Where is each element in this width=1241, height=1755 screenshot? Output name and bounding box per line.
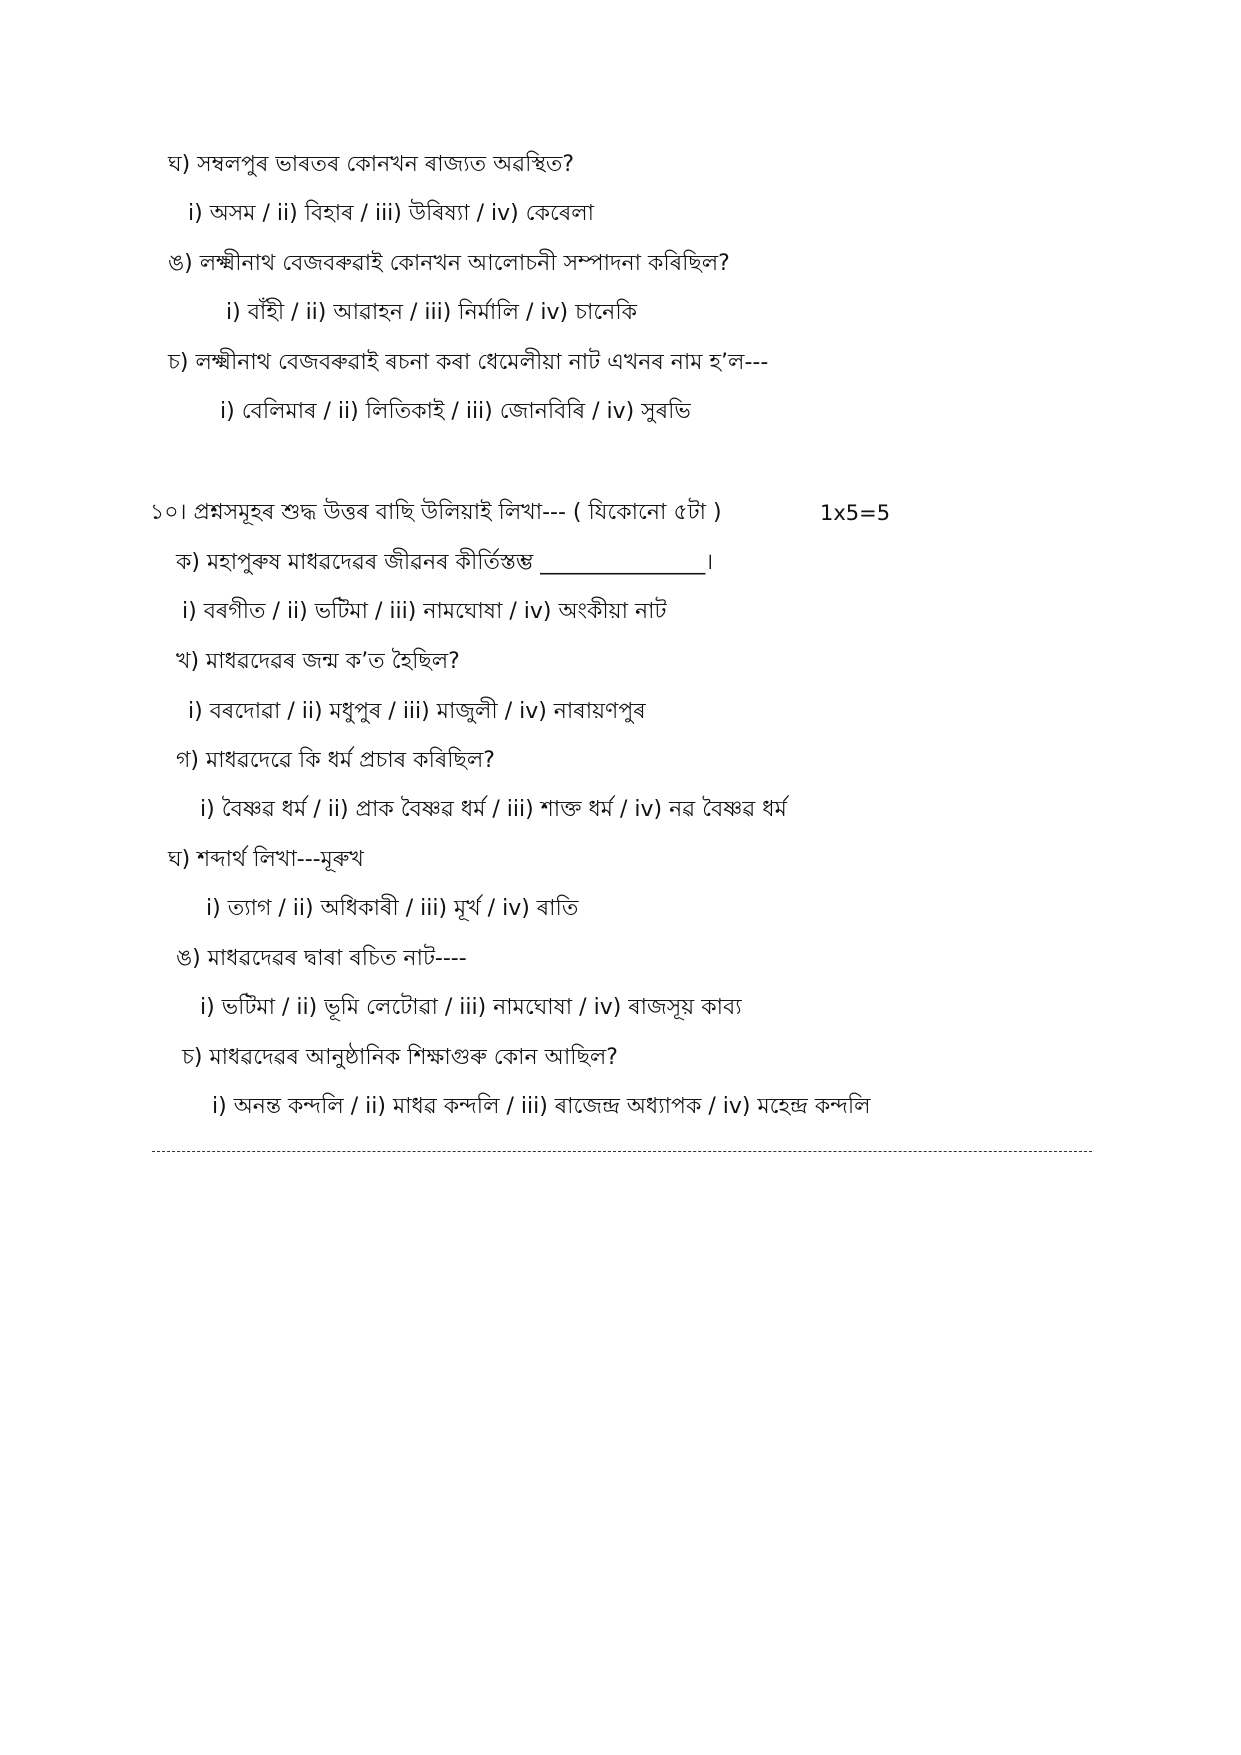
question-ga: গ) মাধৱদেৱে কি ধৰ্ম প্ৰচাৰ কৰিছিল? bbox=[176, 748, 495, 773]
end-divider bbox=[152, 1151, 1092, 1152]
question-uma: ঙ) মাধৱদেৱৰ দ্বাৰা ৰচিত নাট---- bbox=[176, 946, 467, 971]
options-uma-prev: i) বাঁহী / ii) আৱাহন / iii) নিৰ্মালি / iv) চানেকি bbox=[226, 300, 638, 325]
section-10-heading: ১০। প্ৰশ্নসমূহৰ শুদ্ধ উত্তৰ বাছি উলিয়াই লিখা--- ( যিকোনো ৫টা ) bbox=[150, 500, 722, 525]
options-kha: i) বৰদোৱা / ii) মধুপুৰ / iii) মাজুলী / iv) নাৰায়ণপুৰ bbox=[188, 699, 646, 724]
question-cha-prev: চ) লক্ষ্মীনাথ বেজবৰুৱাই ৰচনা কৰা ধেমেলীয়া নাট এখনৰ নাম হ’ল--- bbox=[168, 350, 769, 375]
question-cha: চ) মাধৱদেৱৰ আনুষ্ঠানিক শিক্ষাগুৰু কোন আছিল? bbox=[182, 1045, 618, 1070]
options-ga: i) বৈষ্ণৱ ধৰ্ম / ii) প্ৰাক বৈষ্ণৱ ধৰ্ম / iii) শাক্ত ধৰ্ম / iv) নৱ বৈষ্ণৱ ধৰ্ম bbox=[200, 797, 787, 822]
section-10-marks: 1x5=5 bbox=[820, 501, 891, 525]
question-gha: ঘ) শব্দাৰ্থ লিখা---মূৰুখ bbox=[168, 847, 364, 872]
options-cha: i) অনন্ত কন্দলি / ii) মাধৱ কন্দলি / iii) ৰাজেন্দ্ৰ অধ্যাপক / iv) মহেন্দ্ৰ কন্দলি bbox=[212, 1094, 871, 1119]
options-ka: i) বৰগীত / ii) ভটিমা / iii) নামঘোষা / iv) অংকীয়া নাট bbox=[182, 599, 667, 624]
question-ka: ক) মহাপুৰুষ মাধৱদেৱৰ জীৱনৰ কীৰ্তিস্তম্ভ _______________। bbox=[176, 550, 714, 575]
options-gha: i) ত্যাগ / ii) অধিকাৰী / iii) মূৰ্খ / iv) ৰাতি bbox=[206, 896, 579, 921]
question-kha: খ) মাধৱদেৱৰ জন্ম ক’ত হৈছিল? bbox=[176, 649, 460, 674]
options-cha-prev: i) বেলিমাৰ / ii) লিতিকাই / iii) জোনবিৰি / iv) সুৰভি bbox=[220, 399, 691, 424]
options-gha-prev: i) অসম / ii) বিহাৰ / iii) উৰিষ্যা / iv) কেৰেলা bbox=[188, 201, 594, 226]
question-gha-prev: ঘ) সম্বলপুৰ ভাৰতৰ কোনখন ৰাজ্যত অৱস্থিত? bbox=[168, 152, 575, 177]
question-uma-prev: ঙ) লক্ষ্মীনাথ বেজবৰুৱাই কোনখন আলোচনী সম্পাদনা কৰিছিল? bbox=[168, 251, 730, 276]
options-uma: i) ভটিমা / ii) ভূমি লেটোৱা / iii) নামঘোষা / iv) ৰাজসূয় কাব্য bbox=[200, 995, 742, 1020]
